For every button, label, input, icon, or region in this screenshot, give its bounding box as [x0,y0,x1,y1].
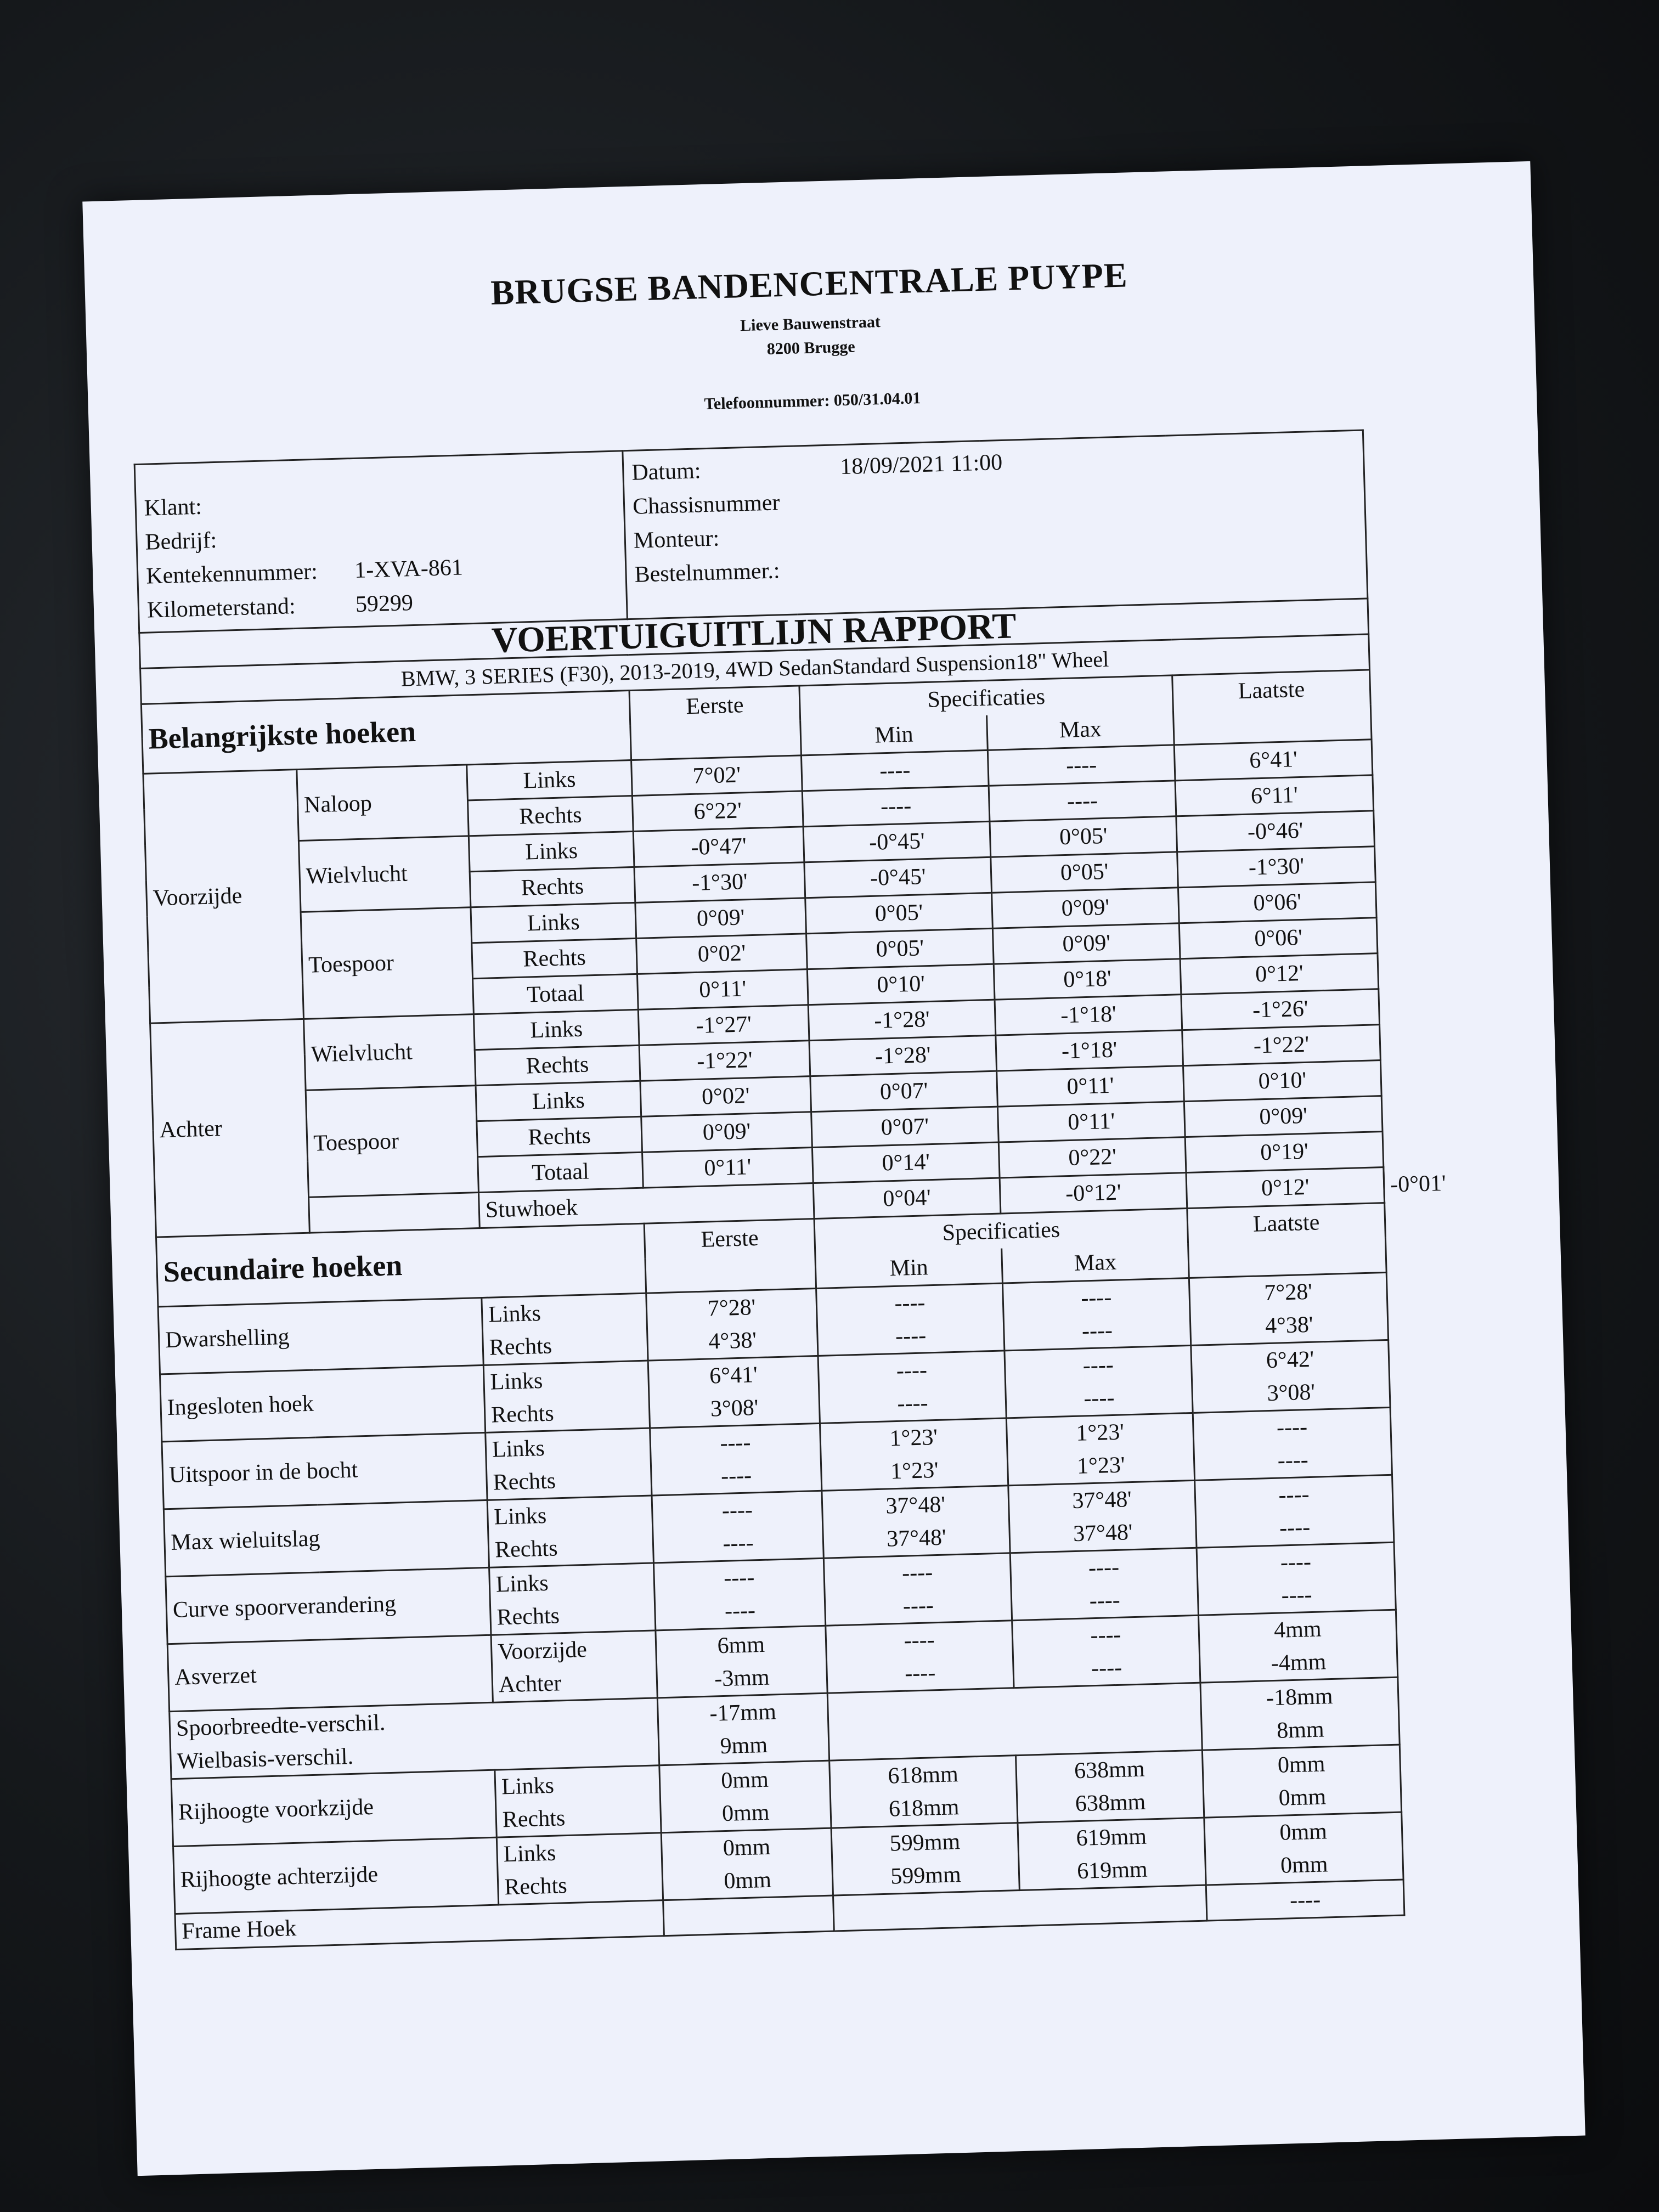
value-eerste: 0°09' [635,898,806,939]
value-laatste: -1°22' [1182,1025,1381,1066]
value-eerste: -1°30' [634,862,805,903]
value-laatste: 0mm [1278,1784,1327,1811]
datum-label: Datum: [631,458,702,486]
header-eerste: Eerste [629,686,801,760]
group-label: Toespoor [301,907,473,1019]
kenteken-value: 1-XVA-861 [354,555,464,583]
value-min: ---- [802,786,990,826]
side-label: Links [471,902,636,943]
value-laatste: 3°08' [1266,1379,1316,1407]
value-eerste: 0°02' [640,1076,811,1117]
header-specificaties: Specificaties [799,675,1173,720]
axle-voorzijde: Voorzijde [143,770,304,1024]
value-eerste: 0°11' [637,969,808,1010]
value-max: ---- [1081,1317,1113,1344]
side-label: Rechts [494,1536,558,1563]
value-eerste: -3mm [714,1664,770,1692]
company-phone: Telefoonnummer: 050/31.04.01 [704,389,921,414]
value-min: ---- [896,1390,929,1417]
side-label: Rechts [470,867,635,907]
row-label: Curve spoorverandering [166,1567,491,1644]
value-laatste: 0°06' [1178,882,1376,923]
value-max: 37°48' [1073,1520,1133,1547]
value-min: 0°05' [806,928,994,969]
report-table-wrapper [134,430,1447,1950]
secondary-section-title: Secundaire hoeken [156,1223,646,1307]
axle-achter: Achter [150,1019,310,1237]
side-label: Rechts [477,1116,642,1156]
value-eerste: -0°47' [633,827,804,867]
report-paper [82,161,1585,2176]
value-laatste: ---- [1280,1582,1313,1609]
value-max: 37°48' [1071,1487,1132,1514]
value-max: ---- [1082,1352,1114,1379]
value-min: 1°23' [889,1424,938,1452]
value-max: ---- [1080,1284,1112,1311]
value-eerste: 7°28' [707,1295,756,1322]
row-label: Uitspoor in de bocht [162,1432,487,1509]
value-max: 0°11' [997,1102,1185,1142]
value-min: 0°07' [811,1107,999,1147]
value-min: ---- [894,1290,926,1317]
report-title: VOERTUIGUITLIJN RAPPORT [139,599,1369,669]
value-min: 37°48' [886,1525,947,1552]
side-label: Rechts [475,1045,640,1085]
value-laatste: ---- [1206,1880,1404,1921]
value-laatste: 0°19' [1185,1132,1384,1173]
bedrijf-label: Bedrijf: [144,527,217,555]
side-label: Totaal [473,974,639,1014]
row-label: Dwarshelling [158,1298,483,1374]
value-laatste: 0mm [1277,1751,1326,1778]
side-label: Rechts [502,1805,566,1833]
value-min: 0°07' [810,1071,998,1111]
value-min: 0°05' [805,893,993,933]
value-eerste: ---- [723,1565,755,1591]
value-laatste: 0mm [1279,1819,1328,1846]
value-min: -0°45' [804,857,992,898]
value-eerste: 6°41' [709,1362,758,1389]
value-min: 599mm [890,1862,962,1889]
value-eerste: -1°22' [639,1041,810,1081]
value-min: 1°23' [890,1457,939,1485]
header-laatste: Laatste [1172,670,1372,745]
company-city: 8200 Brugge [766,337,856,358]
value-max: ---- [1088,1554,1120,1581]
group-label: Naloop [297,765,469,841]
side-label: Links [489,1368,543,1395]
side-label: Links [476,1081,641,1121]
side-label: Rechts [489,1333,552,1361]
value-max: 619mm [1076,1857,1148,1884]
value-max: 0°05' [990,816,1177,857]
side-label: Links [488,1301,541,1328]
value-max: -1°18' [996,1030,1183,1071]
header-max: Max [987,710,1175,750]
row-label: Rijhoogte achterzijde [173,1837,499,1914]
value-laatste: -1°26' [1181,989,1380,1030]
value-min: 618mm [887,1762,959,1789]
value-max: ---- [989,781,1176,821]
value-eerste: 0°09' [641,1112,812,1153]
value-eerste: 0°11' [642,1148,814,1188]
side-label: Links [503,1840,556,1867]
value-min: ---- [902,1593,934,1619]
side-label: Achter [498,1671,562,1698]
kenteken-label: Kentekennummer: [145,558,318,589]
value-max: ---- [1090,1622,1122,1649]
value-min: -1°28' [808,1000,996,1040]
value-eerste: -1°27' [638,1005,809,1046]
header-min: Min [800,715,988,755]
value-min: ---- [901,1560,933,1586]
order-info [623,430,1368,619]
value-laatste: -18mm [1266,1683,1334,1711]
header-specificaties: Specificaties [814,1209,1188,1254]
vehicle-description: BMW, 3 SERIES (F30), 2013-2019, 4WD SedanStandard Suspension18" Wheel [140,634,1370,704]
value-max: ---- [988,745,1175,786]
value-laatste: -1°30' [1177,847,1376,888]
value-laatste: ---- [1276,1414,1308,1441]
value-max: 638mm [1074,1756,1146,1784]
value-eerste: ---- [724,1598,756,1624]
chassis-label: Chassisnummer [632,490,781,520]
customer-info [134,451,627,633]
value-min: -1°28' [809,1035,997,1076]
value-laatste: 6°42' [1266,1346,1314,1374]
side-label: Rechts [493,1468,556,1496]
value-laatste: ---- [1278,1482,1310,1508]
value-laatste: 7°28' [1263,1279,1313,1306]
value-eerste: 0mm [721,1799,770,1827]
value-min: 37°48' [885,1492,946,1519]
value-eerste: 0mm [720,1767,769,1794]
datum-value: 18/09/2021 11:00 [839,449,1003,480]
group-label: Wielvlucht [304,1014,476,1091]
value-eerste: 0°04' [813,1178,1001,1218]
value-eerste: ---- [719,1430,752,1456]
value-laatste: -0°46' [1176,811,1375,852]
value-min: -0°45' [803,821,991,862]
info-row [134,430,1368,633]
header-laatste: Laatste [1187,1203,1386,1278]
side-label: Links [467,760,633,800]
value-laatste: ---- [1280,1549,1312,1576]
value-laatste: -4mm [1271,1649,1327,1677]
side-label: Links [493,1503,547,1530]
value-eerste: 9mm [720,1732,768,1759]
value-max: 0°05' [991,852,1178,893]
value-laatste: ---- [1277,1447,1309,1474]
value-eerste: ---- [721,1497,753,1523]
side-label: Links [495,1570,549,1598]
monteur-label: Monteur: [633,526,720,554]
value-eerste: 6mm [716,1632,765,1659]
side-label: Rechts [490,1401,555,1428]
value-min: ---- [903,1627,935,1654]
value-max: 0°11' [997,1066,1184,1107]
value-laatste: 6°11' [1175,775,1374,816]
value-laatste: 0°09' [1184,1096,1383,1137]
value-min: ---- [896,1357,928,1384]
value-eerste: 0mm [723,1867,772,1894]
value-max: 0°09' [992,923,1180,964]
value-eerste: ---- [720,1463,752,1489]
value-laatste: 0°12' [1180,953,1379,995]
stuwhoek-label: Stuwhoek [478,1183,814,1228]
value-max: 1°23' [1076,1452,1126,1479]
value-max: 1°23' [1075,1419,1125,1446]
value-max: 0°12' [1186,1167,1385,1209]
side-label: Rechts [468,795,634,836]
row-label: Rijhoogte voorkzijde [171,1770,496,1846]
side-label: Links [492,1435,545,1463]
header-eerste: Eerste [644,1219,816,1294]
km-value: 59299 [355,590,414,617]
side-label: Voorzijde [497,1637,588,1665]
wielbasis-label: Wielbasis-verschil. [177,1743,354,1774]
side-label: Rechts [472,938,637,978]
value-laatste: ---- [1279,1515,1311,1541]
company-name: BRUGSE BANDENCENTRALE PUYPE [490,255,1128,312]
bestel-label: Bestelnummer.: [634,558,781,588]
value-laatste: 0mm [1280,1852,1329,1878]
value-max: ---- [1091,1655,1122,1681]
value-max: ---- [1089,1587,1121,1614]
value-laatste: 8mm [1276,1717,1325,1743]
group-label: Toespoor [306,1086,478,1198]
spoorbreedte-label: Spoorbreedte-verschil. [176,1710,386,1741]
value-max: 619mm [1075,1824,1147,1852]
value-eerste: ---- [722,1530,754,1556]
klant-label: Klant: [144,494,202,521]
value-laatste: 4mm [1273,1616,1322,1643]
value-max: 0°09' [992,888,1180,928]
value-max: 0°18' [994,959,1181,1000]
side-label: Rechts [496,1603,560,1630]
company-header [84,244,1536,431]
side-label: Links [469,831,634,871]
value-eerste: 3°08' [710,1395,759,1422]
value-laatste: 4°38' [1265,1312,1314,1339]
value-min: ---- [904,1660,936,1686]
value-laatste: 0°06' [1179,918,1378,959]
value-laatste: 6°41' [1174,740,1373,781]
value-min: 0°14' [812,1142,1000,1183]
side-label: Links [473,1009,639,1049]
header-min: Min [815,1249,1003,1289]
value-max: 0°22' [998,1137,1186,1178]
report-table [134,430,1447,1951]
row-label: Ingesloten hoek [160,1365,485,1441]
value-max: 638mm [1075,1789,1146,1817]
km-label: Kilometerstand: [146,594,296,623]
value-eerste: 0°02' [636,934,808,974]
value-laatste: 0°10' [1183,1060,1382,1102]
header-max: Max [1002,1243,1189,1283]
company-street: Lieve Bauwenstraat [740,313,881,335]
side-label: Rechts [504,1873,568,1900]
primary-section-title: Belangrijkste hoeken [141,691,631,774]
value-min: -0°12' [1000,1173,1187,1214]
value-min: 618mm [888,1795,960,1822]
side-label: Links [501,1773,555,1800]
value-laatste: -0°01' [1384,1167,1385,1203]
value-eerste: 7°02' [631,755,803,796]
value-eerste: -17mm [709,1699,777,1726]
frame-hoek-label: Frame Hoek [175,1900,664,1950]
value-eerste: 4°38' [708,1328,757,1355]
value-eerste: 0mm [723,1834,771,1861]
value-min: ---- [801,750,989,791]
value-min: 599mm [889,1829,961,1857]
side-label: Totaal [478,1152,644,1192]
value-min: 0°10' [807,964,995,1005]
value-eerste: 6°22' [632,791,803,832]
value-max: -1°18' [995,995,1182,1035]
row-label: Asverzet [167,1635,493,1711]
value-max: ---- [1083,1385,1115,1412]
group-label: Wielvlucht [298,836,471,912]
row-label: Max wieluitslag [163,1500,489,1576]
value-min: ---- [895,1323,927,1349]
